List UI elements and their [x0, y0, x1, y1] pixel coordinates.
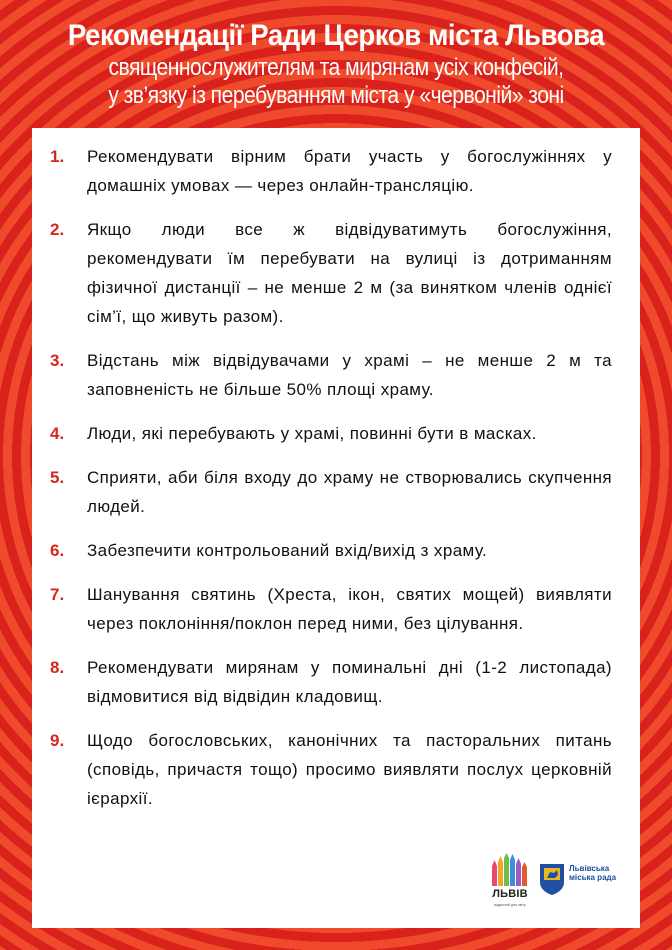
item-text: Рекомендувати вірним брати участь у богослужіннях у домашніх умовах — через онлайн-трансляцію. — [87, 147, 612, 195]
item-number: 3. — [50, 351, 65, 370]
lviv-wordmark: ЛЬВІВ — [492, 888, 528, 900]
item-number: 5. — [50, 468, 65, 487]
footer-logos — [488, 852, 618, 910]
recommendation-item — [50, 346, 612, 404]
lviv-city-logo — [488, 852, 532, 910]
city-council-name: Львівська міська рада — [569, 864, 617, 882]
header — [0, 18, 672, 110]
item-number: 9. — [50, 731, 65, 750]
item-text: Сприяти, аби біля входу до храму не створювались скупчення людей. — [87, 468, 612, 516]
item-number: 7. — [50, 585, 65, 604]
recommendations-list — [50, 142, 612, 813]
page-subtitle-line-2: у зв’язку із перебуванням міста у «червоній» зоні — [108, 82, 564, 109]
recommendation-item — [50, 215, 612, 331]
item-number: 1. — [50, 147, 65, 166]
recommendations-card — [32, 128, 640, 928]
recommendation-item — [50, 419, 612, 448]
page-title: Рекомендації Ради Церков міста Львова — [67, 19, 605, 52]
page-subtitle-line-1: священнослужителям та мирянам усіх конфесій, — [108, 54, 564, 81]
item-number: 6. — [50, 541, 65, 560]
recommendation-item — [50, 726, 612, 813]
item-text: Відстань між відвідувачами у храмі – не менше 2 м та заповненість не більше 50% площі храму. — [87, 351, 612, 399]
coat-of-arms-icon — [538, 862, 566, 896]
item-number: 2. — [50, 220, 65, 239]
recommendation-item — [50, 463, 612, 521]
item-text: Шанування святинь (Хреста, ікон, святих мощей) виявляти через поклоніння/поклон перед ними, без цілування. — [87, 585, 612, 633]
item-text: Рекомендувати мирянам у поминальні дні (1-2 листопада) відмовитися від відвідин кладовищ. — [87, 658, 612, 706]
item-number: 4. — [50, 424, 65, 443]
lviv-tagline: відкритий для світу — [494, 903, 526, 907]
recommendation-item — [50, 142, 612, 200]
item-text: Якщо люди все ж відвідуватимуть богослужіння, рекомендувати їм перебувати на вулиці із дотриманням фізичної дистанції – не менше 2 м (за винятком членів однієї сім’ї, що живуть разом). — [87, 220, 612, 326]
item-text: Щодо богословських, канонічних та пасторальних питань (сповідь, причастя тощо) просимо виявляти послух церковній ієрархії. — [87, 731, 612, 808]
recommendation-item — [50, 580, 612, 638]
recommendation-item — [50, 653, 612, 711]
lviv-buildings-icon — [488, 852, 532, 890]
item-text: Люди, які перебувають у храмі, повинні бути в масках. — [87, 424, 537, 443]
recommendation-item — [50, 536, 612, 565]
item-text: Забезпечити контрольований вхід/вихід з храму. — [87, 541, 488, 560]
item-number: 8. — [50, 658, 65, 677]
